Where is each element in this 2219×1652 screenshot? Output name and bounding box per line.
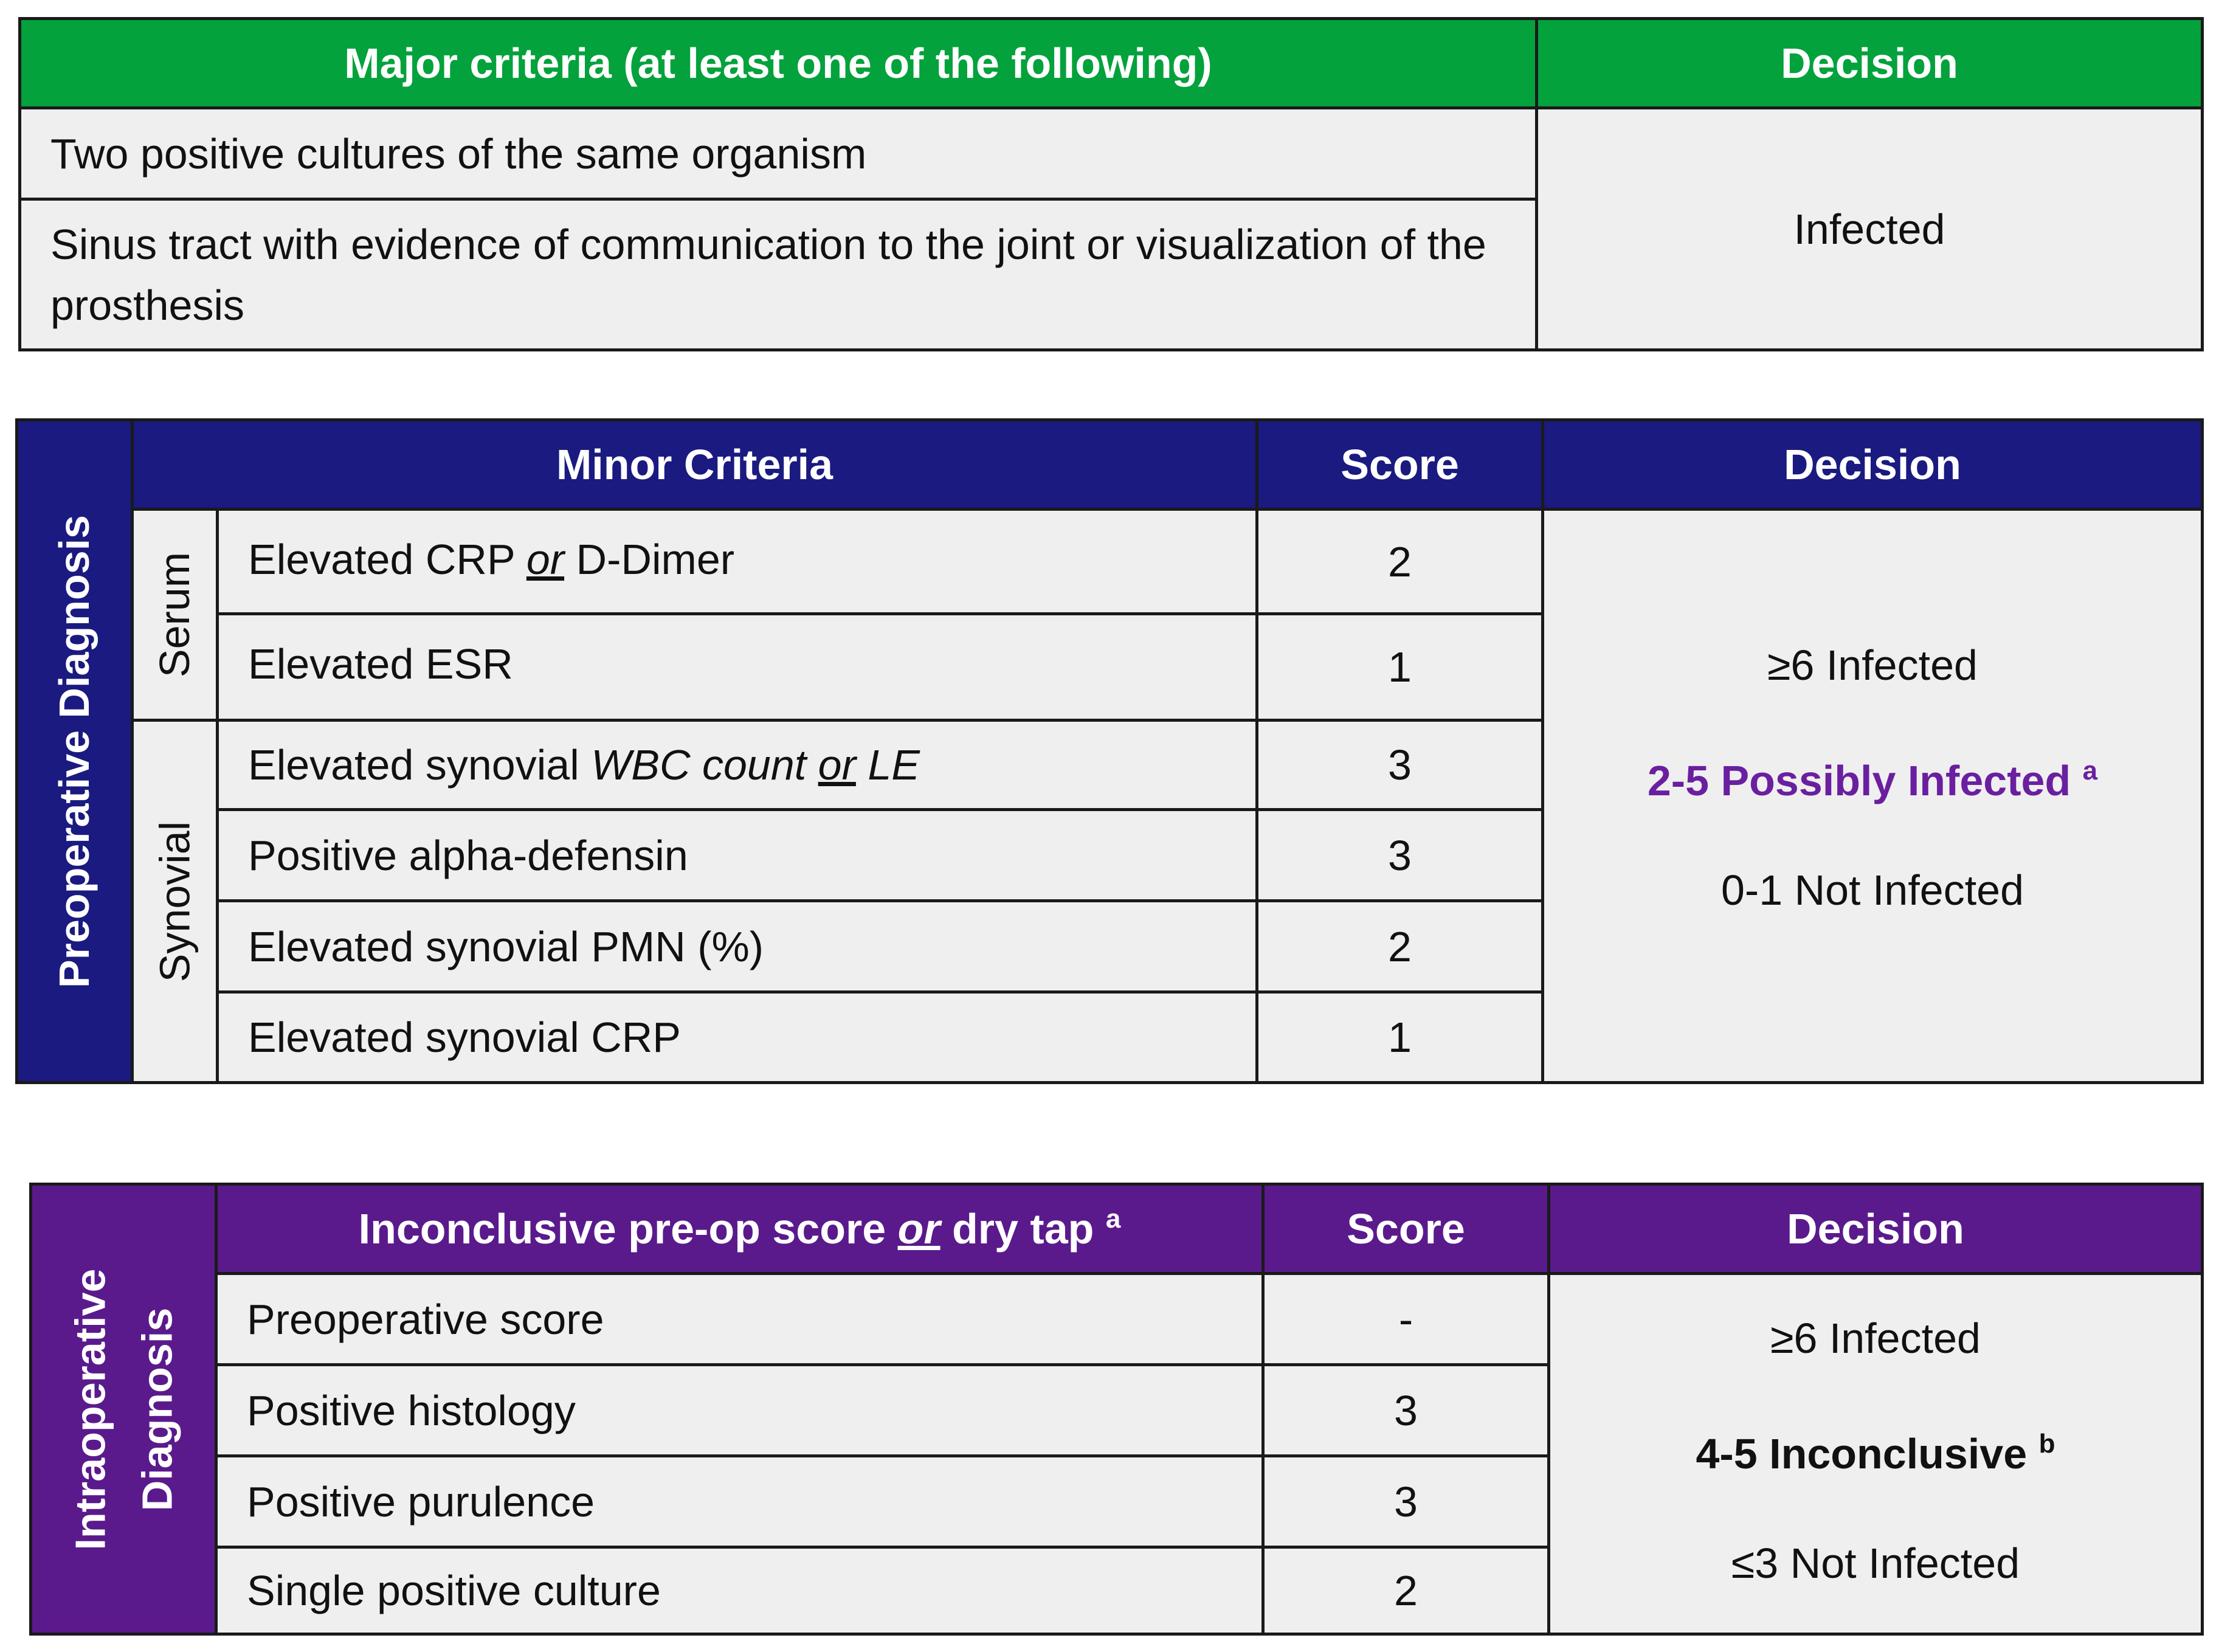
preop-row-esr: [216, 612, 1258, 722]
preop-row-alpha-defensin: [216, 808, 1258, 902]
minor-criteria-header: [131, 418, 1258, 511]
preop-score-synovial-crp-text: 1: [1388, 1014, 1412, 1061]
preop-score-crp-ddimer-text: 2: [1388, 537, 1412, 586]
preop-score-synovial-crp: [1255, 990, 1544, 1084]
synovial-group-label: [131, 719, 219, 1084]
preop-row-pmn-text: Elevated synovial PMN (%): [248, 922, 764, 970]
intraop-row-histology-text: Positive histology: [247, 1386, 576, 1434]
preop-row-wbc-le-text: Elevated synovial WBC count or LE: [248, 741, 920, 789]
preop-score-pmn: [1255, 899, 1544, 994]
intraop-decision-header: [1547, 1183, 2204, 1275]
major-decision-header-text: Decision: [1781, 40, 1958, 87]
preop-score-wbc-le-text: 3: [1388, 741, 1412, 789]
preop-row-crp-ddimer: [216, 508, 1258, 615]
preop-row-alpha-defensin-text: Positive alpha-defensin: [248, 831, 688, 879]
intraop-row-histology: [215, 1363, 1265, 1457]
intraop-score-histology-text: 3: [1394, 1386, 1418, 1434]
serum-group-label-text: Serum: [151, 551, 199, 678]
preop-row-esr-text: Elevated ESR: [248, 640, 513, 688]
intraop-row-preop-score-text: Preoperative score: [247, 1295, 604, 1343]
intraop-score-preop-score-text: -: [1398, 1295, 1413, 1343]
preop-row-synovial-crp-text: Elevated synovial CRP: [248, 1014, 681, 1061]
synovial-group-label-text: Synovial: [151, 821, 199, 982]
major-criteria-header-text: Major criteria (at least one of the following): [344, 40, 1212, 87]
preoperative-side-label-text: Preoperative Diagnosis: [50, 514, 98, 988]
intraop-row-preop-score: [215, 1272, 1265, 1366]
preop-score-alpha-defensin: [1255, 808, 1544, 902]
intraop-row-purulence-text: Positive purulence: [247, 1477, 595, 1526]
intraop-row-purulence: [215, 1454, 1265, 1549]
preop-decision-header: [1541, 418, 2204, 511]
minor-criteria-header-text: Minor Criteria: [556, 441, 833, 488]
major-criteria-header: [18, 17, 1538, 109]
preop-decision-possible: 2-5 Possibly Infected $^a$: [1647, 756, 2098, 804]
preop-row-crp-ddimer-text: Elevated CRP or D-Dimer: [248, 536, 735, 583]
intraop-score-purulence-text: 3: [1394, 1477, 1418, 1526]
intraop-row-single-culture: [215, 1546, 1265, 1636]
preop-row-pmn: [216, 899, 1258, 994]
intraop-criteria-header-text: Inconclusive pre-op score or dry tap $^a$: [358, 1204, 1121, 1253]
major-decision: [1535, 106, 2204, 351]
major-row-2: [18, 198, 1538, 351]
intraop-decision: [1547, 1272, 2204, 1636]
preop-decision-not-infected: 0-1 Not Infected: [1720, 866, 2024, 914]
intraop-decision-inconclusive: 4-5 Inconclusive $^b$: [1696, 1429, 2055, 1477]
intraop-score-single-culture-text: 2: [1394, 1567, 1418, 1614]
intraop-criteria-header: [215, 1183, 1265, 1275]
preop-decision-infected: ≥6 Infected: [1767, 641, 1978, 689]
intraop-score-header-text: Score: [1347, 1205, 1465, 1253]
major-row-2-text: Sinus tract with evidence of communication to the joint or visualization of the prosthesis: [50, 220, 1486, 329]
preop-row-wbc-le: [216, 719, 1258, 811]
major-decision-text: Infected: [1793, 205, 1945, 253]
intraop-decision-infected: ≥6 Infected: [1770, 1315, 1981, 1362]
preop-score-pmn-text: 2: [1388, 922, 1412, 970]
preop-score-esr-text: 1: [1388, 643, 1412, 691]
intraop-score-header: [1261, 1183, 1550, 1275]
preop-decision: [1541, 508, 2204, 1084]
major-row-1-text: Two positive cultures of the same organism: [50, 130, 867, 178]
major-row-1: [18, 106, 1538, 201]
preop-score-esr: [1255, 612, 1544, 722]
intraop-decision-not-infected: ≤3 Not Infected: [1731, 1540, 2020, 1587]
intraop-score-purulence: [1261, 1454, 1550, 1549]
intraop-score-histology: [1261, 1363, 1550, 1457]
intraop-row-single-culture-text: Single positive culture: [247, 1567, 661, 1614]
major-decision-header: [1535, 17, 2204, 109]
preoperative-side-label: [15, 418, 134, 1084]
intraop-decision-header-text: Decision: [1787, 1205, 1964, 1253]
preop-score-wbc-le: [1255, 719, 1544, 811]
preop-score-header-text: Score: [1341, 441, 1459, 488]
intraoperative-side-label: [29, 1183, 218, 1636]
serum-group-label: [131, 508, 219, 722]
preop-score-alpha-defensin-text: 3: [1388, 831, 1412, 879]
preop-score-crp-ddimer: [1255, 508, 1544, 615]
intraop-score-single-culture: [1261, 1546, 1550, 1636]
preop-decision-header-text: Decision: [1784, 441, 1961, 488]
preop-score-header: [1255, 418, 1544, 511]
intraoperative-side-label-text: Intraoperative Diagnosis: [66, 1268, 181, 1550]
intraop-score-preop-score: [1261, 1272, 1550, 1366]
preop-row-synovial-crp: [216, 990, 1258, 1084]
